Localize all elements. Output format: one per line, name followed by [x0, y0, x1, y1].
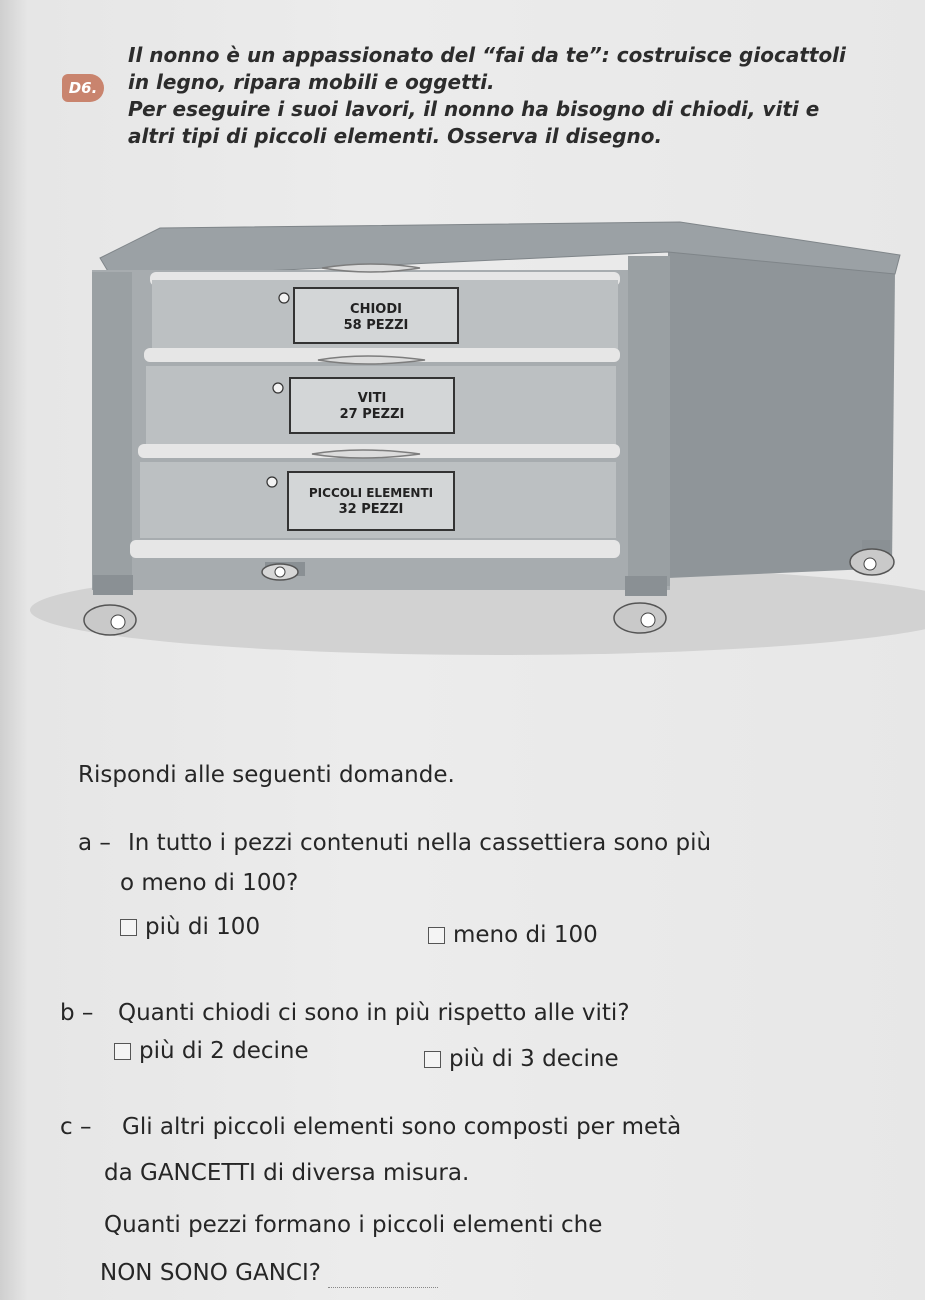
option-a1[interactable]: [120, 912, 260, 942]
exercise-number-badge: D6.: [62, 74, 104, 102]
checkbox[interactable]: [424, 1051, 441, 1068]
option-b1[interactable]: [114, 1036, 309, 1066]
answer-field[interactable]: [328, 1265, 438, 1288]
drawer-1-count: 58 PEZZI: [343, 318, 409, 333]
question-b-label: b –: [60, 1000, 94, 1026]
checkbox[interactable]: [428, 927, 445, 944]
intro-line: altri tipi di piccoli elementi. Osserva il disegno.: [128, 124, 663, 148]
checkbox[interactable]: [120, 919, 137, 936]
instruction-text: Rispondi alle seguenti domande.: [78, 762, 455, 788]
question-c-line: [100, 1258, 438, 1288]
option-label: meno di 100: [453, 922, 598, 948]
question-a-line: In tutto i pezzi contenuti nella cassettiera sono più: [128, 830, 712, 856]
option-label: più di 3 decine: [449, 1046, 619, 1072]
drawer-2-name: VITI: [357, 391, 387, 406]
drawer-1-name: CHIODI: [350, 302, 402, 317]
question-c-line4: NON SONO GANCI?: [100, 1260, 321, 1286]
intro-line: Il nonno è un appassionato del “fai da te”: costruisce giocattoli: [128, 43, 846, 67]
intro-line: in legno, ripara mobili e oggetti.: [128, 70, 495, 94]
option-label: più di 100: [145, 914, 261, 940]
question-a-line: o meno di 100?: [120, 870, 299, 896]
question-c-line: Quanti pezzi formano i piccoli elementi che: [104, 1212, 603, 1238]
intro-line: Per eseguire i suoi lavori, il nonno ha bisogno di chiodi, viti e: [128, 97, 820, 121]
question-b-line: Quanti chiodi ci sono in più rispetto alle viti?: [118, 1000, 630, 1026]
option-label: più di 2 decine: [139, 1038, 309, 1064]
question-c-label: c –: [60, 1114, 92, 1140]
question-c-line: da GANCETTI di diversa misura.: [104, 1160, 470, 1186]
question-c-line: Gli altri piccoli elementi sono composti per metà: [122, 1114, 682, 1140]
option-a2[interactable]: [428, 920, 598, 950]
option-b2[interactable]: [424, 1044, 619, 1074]
drawer-2-count: 27 PEZZI: [339, 407, 405, 422]
drawer-3-name: PICCOLI ELEMENTI: [308, 486, 434, 500]
checkbox[interactable]: [114, 1043, 131, 1060]
drawer-3-count: 32 PEZZI: [338, 502, 404, 517]
question-a-label: a –: [78, 830, 111, 856]
